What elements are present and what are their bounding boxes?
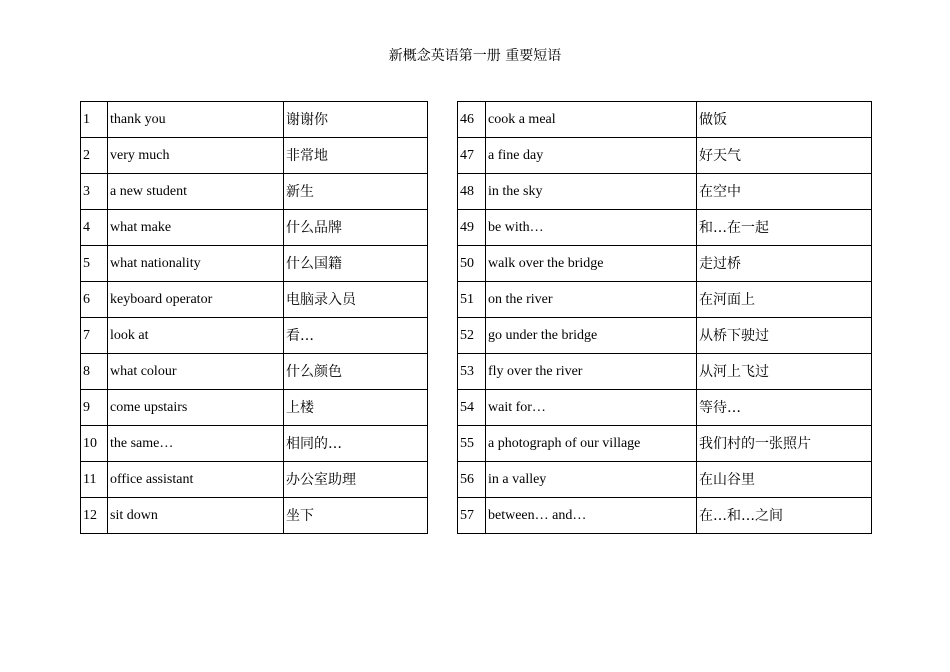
chinese-meaning: 谢谢你 (284, 102, 428, 138)
row-number: 47 (458, 138, 486, 174)
phrase-table-right (457, 101, 872, 534)
chinese-meaning: 在空中 (697, 174, 872, 210)
table-row (458, 426, 872, 462)
phrase-table-left (80, 101, 428, 534)
row-number: 2 (81, 138, 108, 174)
chinese-meaning: 在…和…之间 (697, 498, 872, 534)
english-phrase: what make (108, 210, 284, 246)
chinese-meaning: 非常地 (284, 138, 428, 174)
row-number: 53 (458, 354, 486, 390)
chinese-meaning: 在河面上 (697, 282, 872, 318)
table-row (81, 318, 428, 354)
english-phrase: very much (108, 138, 284, 174)
table-row (458, 354, 872, 390)
english-phrase: come upstairs (108, 390, 284, 426)
table-row (81, 246, 428, 282)
row-number: 1 (81, 102, 108, 138)
row-number: 11 (81, 462, 108, 498)
chinese-meaning: 好天气 (697, 138, 872, 174)
chinese-meaning: 什么品牌 (284, 210, 428, 246)
english-phrase: thank you (108, 102, 284, 138)
table-row (81, 174, 428, 210)
chinese-meaning: 和…在一起 (697, 210, 872, 246)
chinese-meaning: 在山谷里 (697, 462, 872, 498)
table-row (81, 498, 428, 534)
table-row (458, 462, 872, 498)
row-number: 7 (81, 318, 108, 354)
table-row (81, 390, 428, 426)
row-number: 48 (458, 174, 486, 210)
english-phrase: walk over the bridge (486, 246, 697, 282)
row-number: 5 (81, 246, 108, 282)
english-phrase: wait for… (486, 390, 697, 426)
english-phrase: what colour (108, 354, 284, 390)
row-number: 52 (458, 318, 486, 354)
english-phrase: be with… (486, 210, 697, 246)
english-phrase: keyboard operator (108, 282, 284, 318)
english-phrase: in a valley (486, 462, 697, 498)
table-row (81, 102, 428, 138)
table-row (458, 174, 872, 210)
table-row (81, 210, 428, 246)
chinese-meaning: 从河上飞过 (697, 354, 872, 390)
row-number: 12 (81, 498, 108, 534)
row-number: 9 (81, 390, 108, 426)
english-phrase: what nationality (108, 246, 284, 282)
english-phrase: a fine day (486, 138, 697, 174)
chinese-meaning: 什么国籍 (284, 246, 428, 282)
row-number: 3 (81, 174, 108, 210)
table-row (458, 318, 872, 354)
english-phrase: the same… (108, 426, 284, 462)
english-phrase: on the river (486, 282, 697, 318)
chinese-meaning: 电脑录入员 (284, 282, 428, 318)
row-number: 56 (458, 462, 486, 498)
chinese-meaning: 等待… (697, 390, 872, 426)
chinese-meaning: 什么颜色 (284, 354, 428, 390)
row-number: 49 (458, 210, 486, 246)
chinese-meaning: 从桥下驶过 (697, 318, 872, 354)
chinese-meaning: 新生 (284, 174, 428, 210)
row-number: 57 (458, 498, 486, 534)
row-number: 10 (81, 426, 108, 462)
table-row (458, 246, 872, 282)
row-number: 51 (458, 282, 486, 318)
chinese-meaning: 相同的… (284, 426, 428, 462)
table-row (81, 462, 428, 498)
table-row (458, 138, 872, 174)
row-number: 54 (458, 390, 486, 426)
table-row (81, 138, 428, 174)
english-phrase: fly over the river (486, 354, 697, 390)
chinese-meaning: 上楼 (284, 390, 428, 426)
row-number: 4 (81, 210, 108, 246)
row-number: 55 (458, 426, 486, 462)
english-phrase: sit down (108, 498, 284, 534)
english-phrase: a photograph of our village (486, 426, 697, 462)
table-row (458, 282, 872, 318)
page-title: 新概念英语第一册 重要短语 (388, 48, 562, 64)
row-number: 50 (458, 246, 486, 282)
chinese-meaning: 做饭 (697, 102, 872, 138)
chinese-meaning: 我们村的一张照片 (697, 426, 872, 462)
chinese-meaning: 看… (284, 318, 428, 354)
chinese-meaning: 坐下 (284, 498, 428, 534)
english-phrase: cook a meal (486, 102, 697, 138)
table-row (458, 390, 872, 426)
table-row (81, 426, 428, 462)
row-number: 46 (458, 102, 486, 138)
table-row (81, 354, 428, 390)
english-phrase: in the sky (486, 174, 697, 210)
table-row (458, 102, 872, 138)
chinese-meaning: 走过桥 (697, 246, 872, 282)
english-phrase: office assistant (108, 462, 284, 498)
table-row (81, 282, 428, 318)
table-row (458, 210, 872, 246)
english-phrase: go under the bridge (486, 318, 697, 354)
table-row (458, 498, 872, 534)
row-number: 8 (81, 354, 108, 390)
chinese-meaning: 办公室助理 (284, 462, 428, 498)
english-phrase: look at (108, 318, 284, 354)
row-number: 6 (81, 282, 108, 318)
english-phrase: between… and… (486, 498, 697, 534)
english-phrase: a new student (108, 174, 284, 210)
